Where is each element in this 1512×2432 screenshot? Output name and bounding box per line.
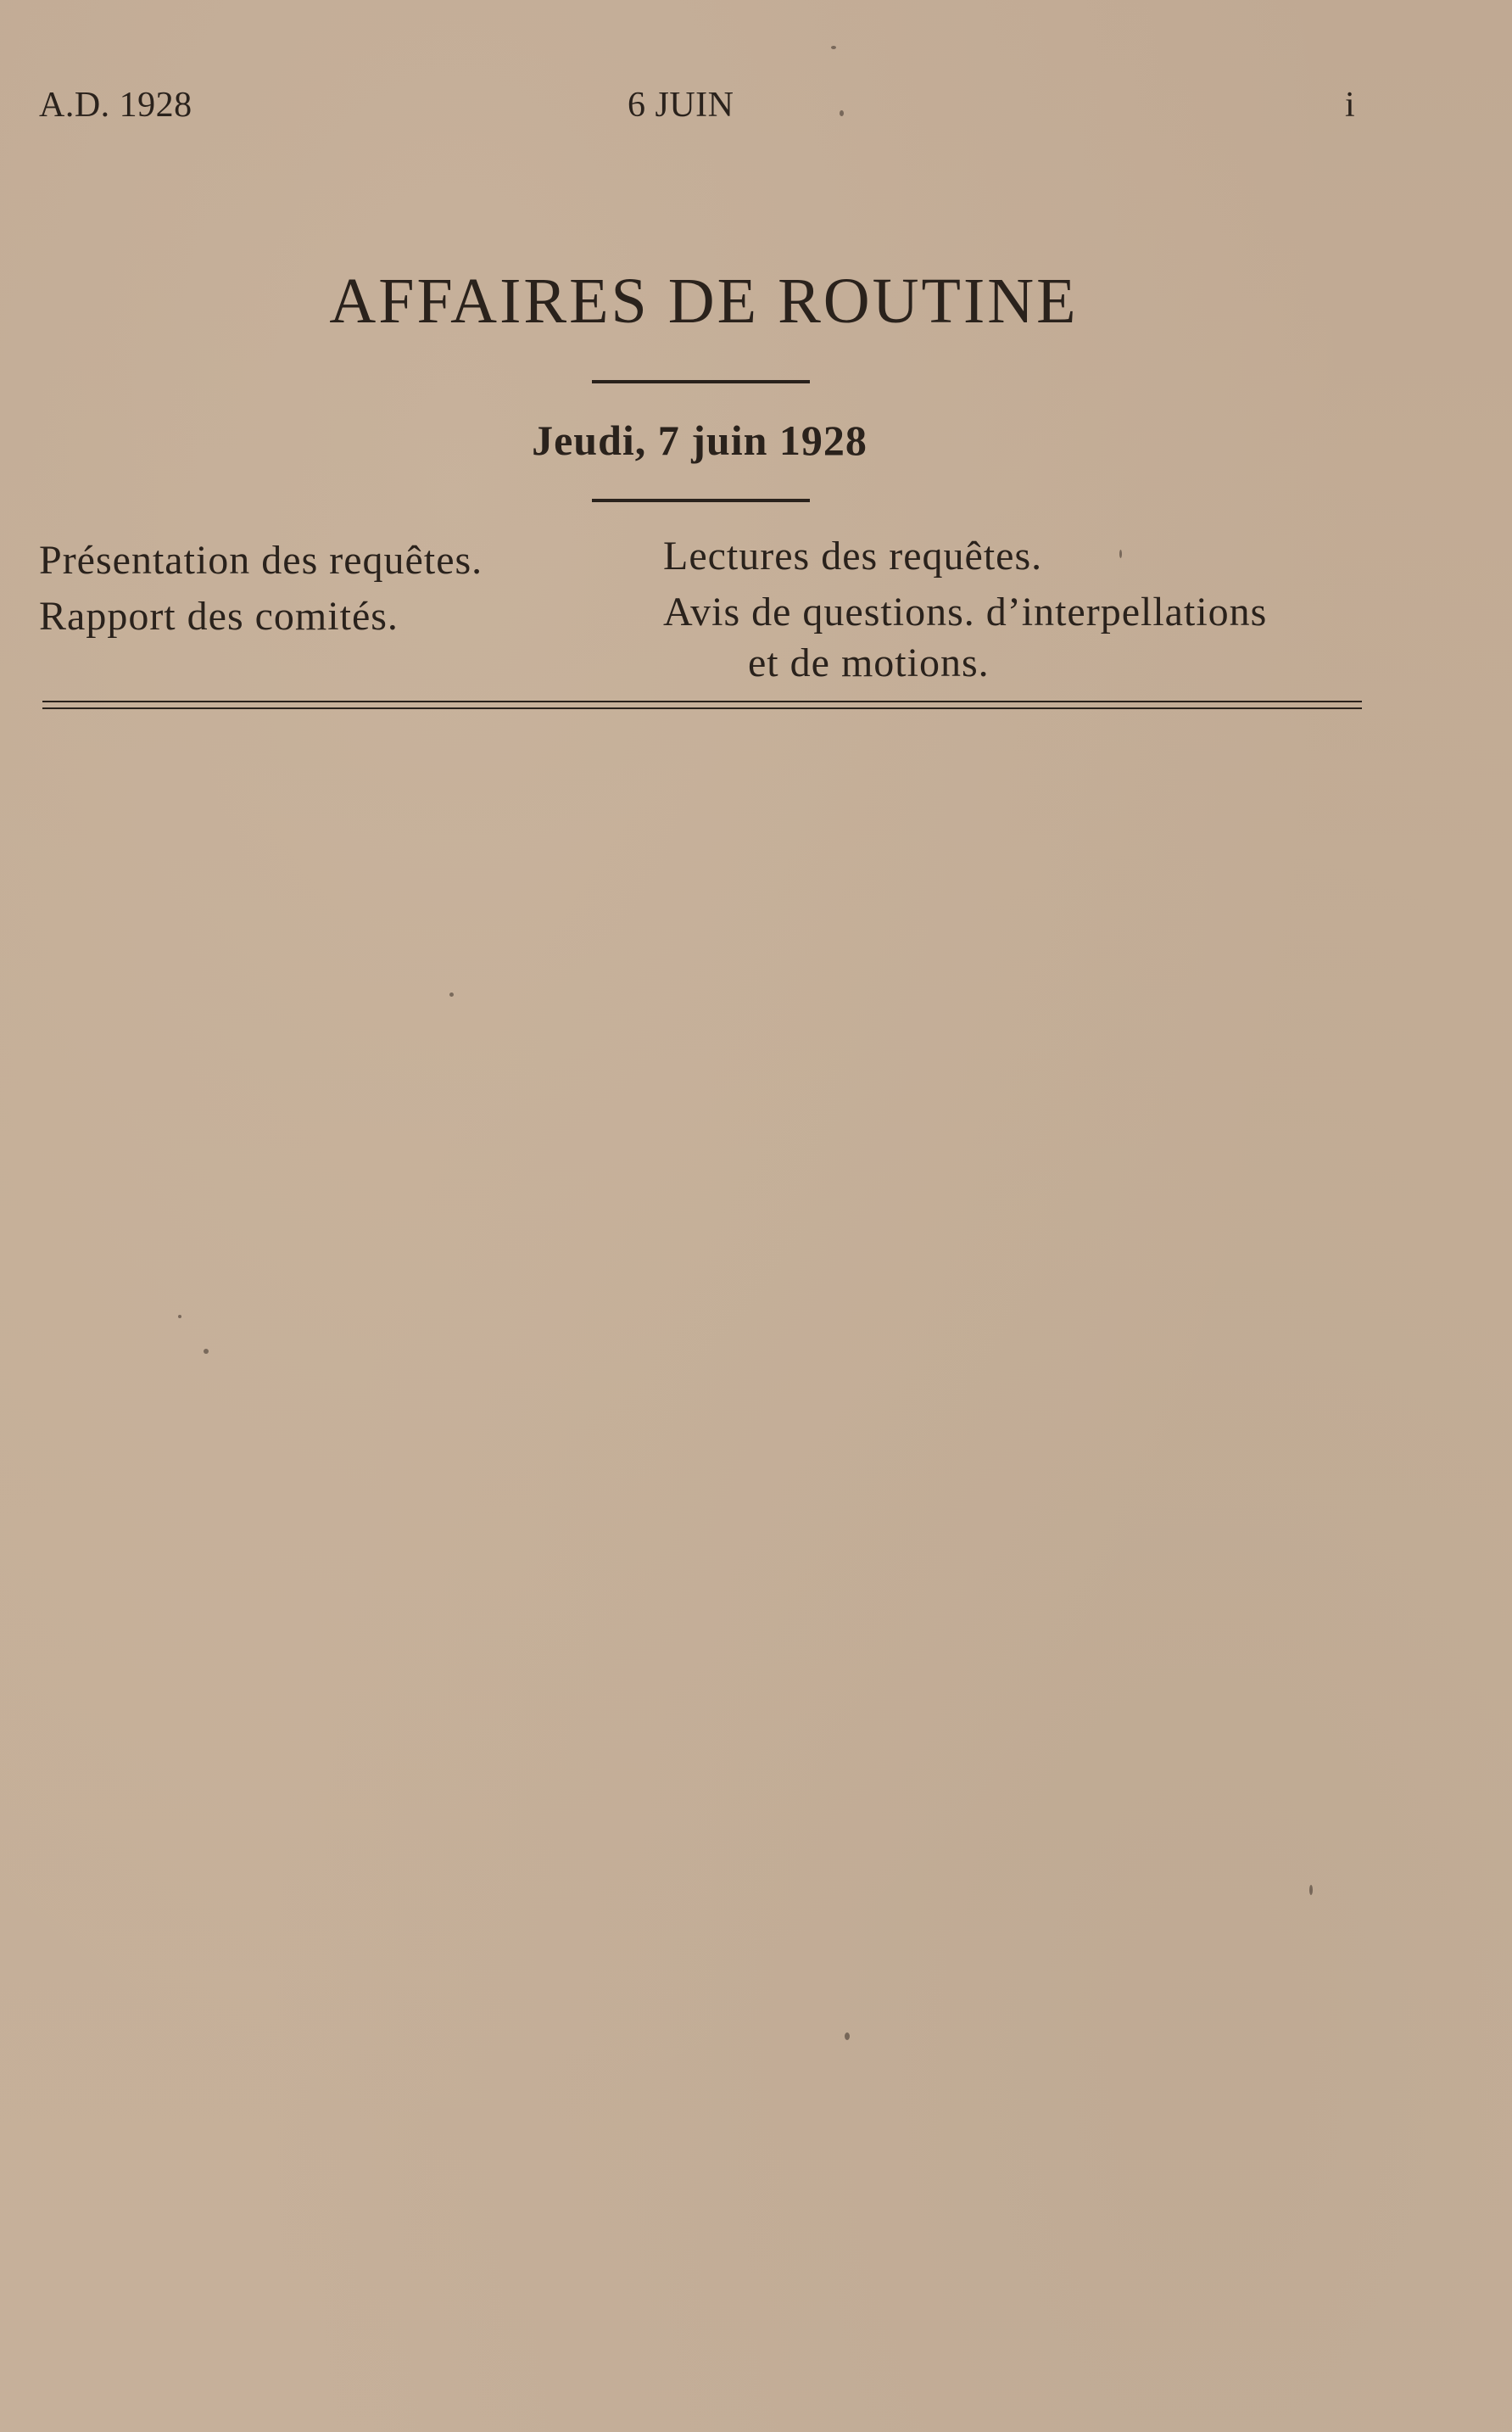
routine-left-column: [39, 533, 483, 645]
routine-item: Rapport des comités.: [39, 594, 399, 639]
page-number: i: [1345, 86, 1356, 125]
routine-right-column: [663, 528, 1267, 686]
date-rule: [592, 499, 810, 502]
paper-speck: [204, 1349, 209, 1354]
paper-speck: [449, 992, 454, 997]
routine-item: Avis de questions. d’interpellations: [663, 590, 1268, 635]
paper-speck: [178, 1315, 181, 1318]
paper-speck: [840, 110, 844, 116]
page-title: AFFAIRES DE ROUTINE: [329, 266, 1079, 337]
sitting-date: Jeudi, 7 juin 1928: [532, 417, 868, 464]
paper-speck: [845, 2032, 850, 2040]
routine-item: Lectures des requêtes.: [663, 534, 1043, 579]
paper-speck: [831, 46, 836, 49]
paper-speck: [1309, 1885, 1313, 1895]
running-head-date: 6 JUIN: [628, 86, 734, 125]
routine-item-continuation: et de motions.: [748, 640, 990, 685]
routine-item: Présentation des requêtes.: [39, 538, 483, 583]
section-double-rule: [42, 701, 1362, 709]
title-rule: [592, 380, 810, 383]
running-head-year: A.D. 1928: [39, 86, 192, 125]
